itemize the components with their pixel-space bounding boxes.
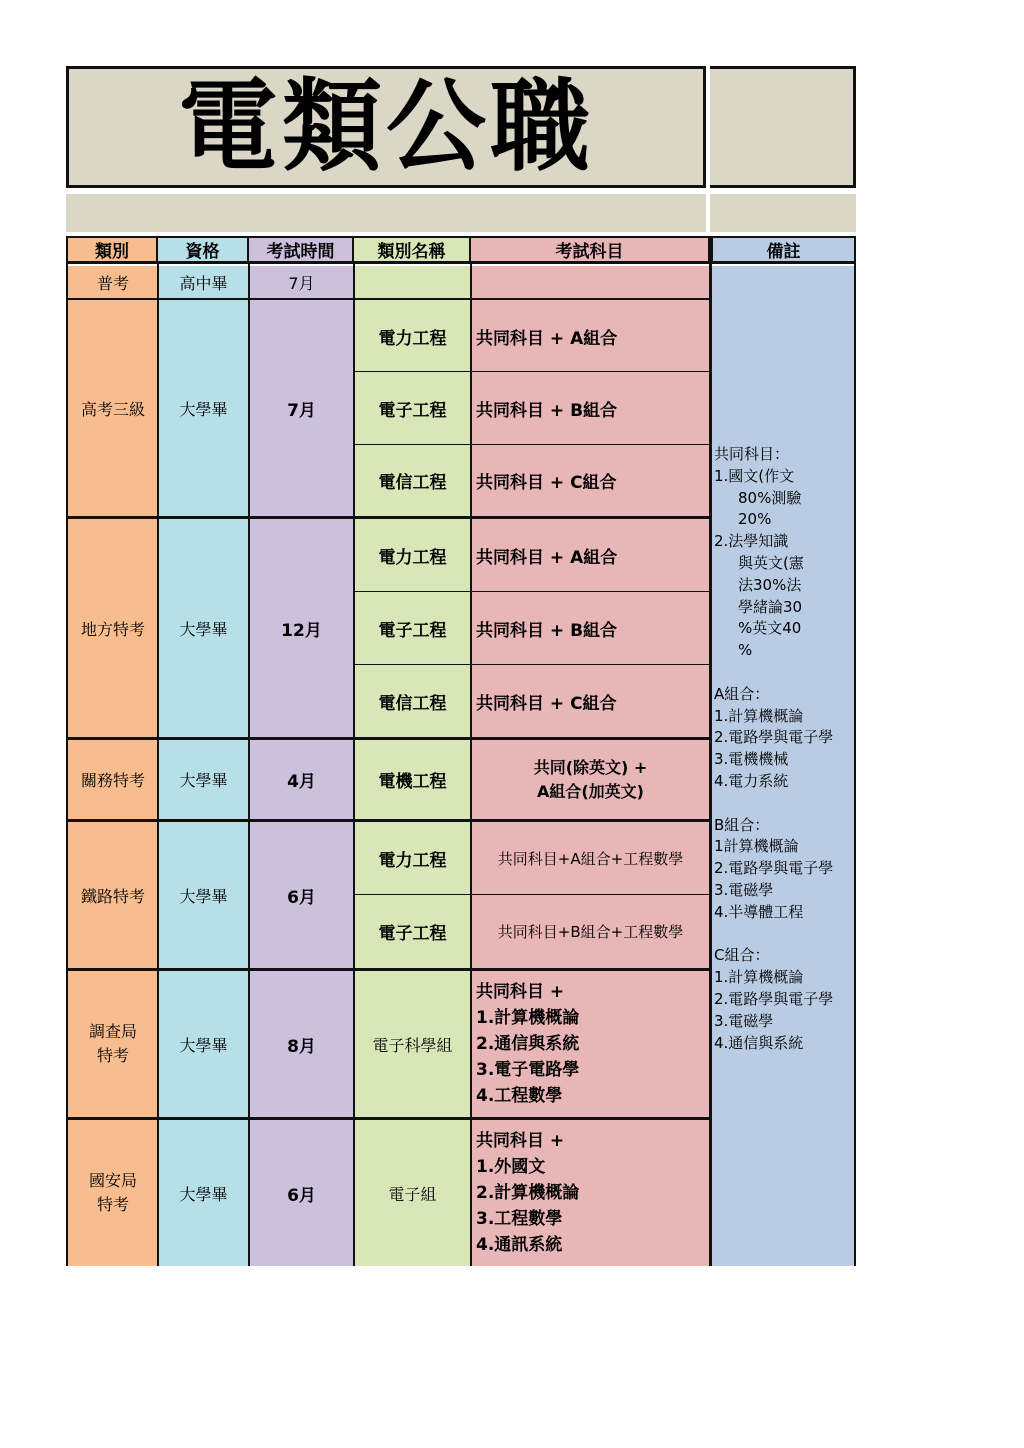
cell-gaokao-qualification: 大學畢	[158, 300, 249, 516]
notes-common-item: 1.國文(作文	[714, 466, 795, 485]
notes-b-item: 4.半導體工程	[714, 902, 804, 921]
grid-line	[248, 264, 250, 1266]
diaocha-subject-line: 共同科目 +	[476, 982, 565, 1002]
cell-difang-name-1: 電力工程	[354, 519, 471, 592]
guanwu-subjects-line-1: 共同(除英文) +	[533, 757, 648, 777]
notes-common-item: 學緒論30	[738, 597, 803, 616]
grid-line	[709, 236, 712, 1266]
guoan-category-line-1: 國安局	[88, 1171, 137, 1190]
grid-line	[66, 1117, 711, 1120]
notes-spacer	[714, 924, 852, 946]
cell-diaocha-subjects	[471, 971, 710, 1117]
cell-difang-name-3: 電信工程	[354, 665, 471, 737]
cell-diaocha-qualification: 大學畢	[158, 971, 249, 1117]
notes-spacer	[714, 662, 852, 684]
cell-gaokao-name-1: 電力工程	[354, 300, 471, 372]
notes-c-item: 1.計算機概論	[714, 968, 804, 987]
cell-tielu-time: 6月	[249, 822, 354, 968]
cell-gaokao-time: 7月	[249, 300, 354, 516]
notes-c-item: 4.通信與系統	[714, 1033, 804, 1052]
header-category: 類別	[66, 236, 158, 264]
cell-diaocha-time: 8月	[249, 971, 354, 1117]
cell-guoan-qualification: 大學畢	[158, 1120, 249, 1266]
notes-common-item: %	[738, 641, 753, 660]
notes-common-item: 與英文(憲	[738, 553, 804, 572]
cell-guanwu-category: 關務特考	[68, 740, 158, 819]
cell-gaokao-name-2: 電子工程	[354, 372, 471, 444]
header-notes: 備註	[711, 236, 856, 264]
header-qualification: 資格	[158, 236, 249, 264]
guoan-subject-line: 4.通訊系統	[476, 1235, 563, 1255]
grid-line	[354, 371, 710, 372]
grid-line	[854, 236, 856, 1266]
notes-b-item: 2.電路學與電子學	[714, 859, 834, 878]
guoan-subject-line: 3.工程數學	[476, 1209, 563, 1229]
cell-pukao-qualification: 高中畢	[158, 266, 249, 298]
guoan-subject-line: 共同科目 +	[476, 1131, 565, 1151]
cell-gaokao-subjects-1: 共同科目 + A組合	[471, 300, 710, 372]
grid-line	[354, 591, 710, 592]
guoan-category-line-2: 特考	[96, 1195, 129, 1214]
spacer-band	[66, 194, 706, 232]
cell-tielu-qualification: 大學畢	[158, 822, 249, 968]
notes-common-item: %英文40	[738, 619, 802, 638]
diaocha-subject-line: 1.計算機概論	[476, 1008, 580, 1028]
spacer-band-right	[710, 194, 856, 232]
grid-line	[354, 444, 710, 445]
cell-diaocha-category	[68, 971, 158, 1117]
notes-column	[712, 266, 854, 1266]
cell-guanwu-name: 電機工程	[354, 740, 471, 819]
notes-common-title: 共同科目：	[714, 445, 790, 463]
cell-gaokao-category: 高考三級	[68, 300, 158, 516]
cell-tielu-name-1: 電力工程	[354, 822, 471, 895]
cell-difang-subjects-3: 共同科目 + C組合	[471, 665, 710, 737]
cell-tielu-category: 鐵路特考	[68, 822, 158, 968]
diaocha-category-line-2: 特考	[96, 1046, 129, 1065]
diaocha-category-line-1: 調查局	[88, 1022, 137, 1041]
header-category-name: 類別名稱	[354, 236, 471, 264]
page-title: 電類公職	[178, 68, 594, 185]
cell-guanwu-time: 4月	[249, 740, 354, 819]
grid-line	[66, 737, 711, 740]
diaocha-subject-line: 2.通信與系統	[476, 1034, 580, 1054]
notes-common-item: 法30%法	[738, 575, 802, 594]
cell-tielu-subjects-2: 共同科目+B組合+工程數學	[471, 895, 710, 968]
cell-guanwu-qualification: 大學畢	[158, 740, 249, 819]
diaocha-subject-line: 3.電子電路學	[476, 1060, 580, 1080]
cell-guoan-name: 電子組	[354, 1120, 471, 1266]
grid-line	[354, 894, 710, 895]
cell-pukao-name	[354, 266, 471, 298]
cell-difang-name-2: 電子工程	[354, 592, 471, 665]
notes-a-item: 4.電力系統	[714, 771, 789, 790]
notes-b-item: 3.電磁學	[714, 880, 774, 899]
notes-c-item: 2.電路學與電子學	[714, 989, 834, 1008]
notes-c-item: 3.電磁學	[714, 1011, 774, 1030]
cell-pukao-category: 普考	[68, 266, 158, 298]
grid-line	[354, 664, 710, 665]
notes-a-item: 2.電路學與電子學	[714, 728, 834, 747]
notes-a-item: 1.計算機概論	[714, 706, 804, 725]
notes-a-title: A組合：	[714, 684, 770, 703]
cell-guanwu-subjects	[471, 740, 710, 819]
grid-line	[66, 819, 711, 822]
guoan-subject-line: 2.計算機概論	[476, 1183, 580, 1203]
notes-a-item: 3.電機機械	[714, 750, 789, 769]
cell-gaokao-subjects-2: 共同科目 + B組合	[471, 372, 710, 444]
cell-difang-qualification: 大學畢	[158, 519, 249, 737]
grid-line	[353, 264, 355, 1266]
grid-line	[66, 298, 711, 300]
diaocha-subject-line: 4.工程數學	[476, 1086, 563, 1106]
notes-common-item: 20%	[738, 510, 772, 529]
cell-difang-subjects-1: 共同科目 + A組合	[471, 519, 710, 592]
notes-c-title: C組合：	[714, 946, 770, 965]
notes-common-item: 2.法學知識	[714, 532, 789, 551]
guoan-subject-line: 1.外國文	[476, 1157, 546, 1177]
cell-diaocha-name: 電子科學組	[354, 971, 471, 1117]
cell-difang-subjects-2: 共同科目 + B組合	[471, 592, 710, 665]
cell-guoan-subjects	[471, 1120, 710, 1266]
cell-pukao-subjects	[471, 266, 710, 298]
title-banner-right	[710, 66, 856, 188]
notes-b-title: B組合：	[714, 815, 770, 834]
cell-gaokao-subjects-3: 共同科目 + C組合	[471, 444, 710, 516]
grid-line	[470, 264, 472, 1266]
grid-line	[66, 968, 711, 971]
cell-pukao-time: 7月	[249, 266, 354, 298]
cell-difang-category: 地方特考	[68, 519, 158, 737]
cell-tielu-subjects-1: 共同科目+A組合+工程數學	[471, 822, 710, 895]
notes-common-item: 80%測驗	[738, 488, 802, 507]
grid-line	[66, 236, 68, 1266]
cell-difang-time: 12月	[249, 519, 354, 737]
title-banner	[66, 66, 706, 188]
grid-line	[157, 264, 159, 1266]
header-exam-subjects: 考試科目	[471, 236, 710, 264]
cell-gaokao-name-3: 電信工程	[354, 444, 471, 516]
grid-line	[66, 516, 711, 519]
header-exam-time: 考試時間	[249, 236, 354, 264]
notes-spacer	[714, 793, 852, 815]
guanwu-subjects-line-2: A組合(加英文)	[536, 781, 644, 801]
cell-guoan-category	[68, 1120, 158, 1266]
notes-b-item: 1計算機概論	[714, 837, 799, 856]
cell-tielu-name-2: 電子工程	[354, 895, 471, 968]
cell-guoan-time: 6月	[249, 1120, 354, 1266]
